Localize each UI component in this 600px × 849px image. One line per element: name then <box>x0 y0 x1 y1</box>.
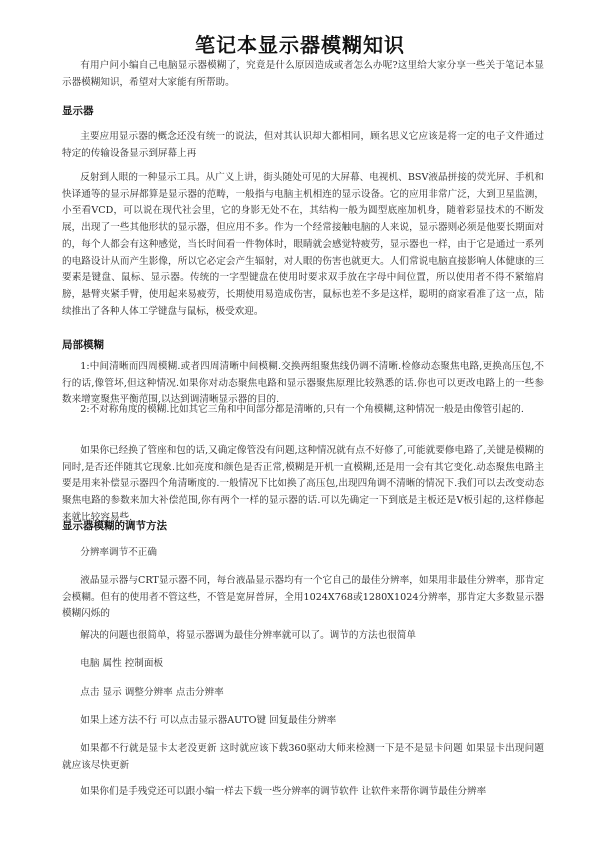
adjust-line-5: 如果上述方法不行 可以点击显示器AUTO键 回复最佳分辨率 <box>80 715 337 726</box>
display-paragraph-1: 主要应用显示器的概念还没有统一的说法，但对其认识却大都相同，顾名思义它应该是将一定的电子文件通过特定的传输设备显示到屏幕上再 <box>62 131 544 159</box>
local-blur-paragraph-1: 1:中间清晰而四周模糊.或者四周清晰中间模糊.交换两组聚焦线仍调不清晰.检修动态聚焦电路,更换高压包,不行的话,像管坏,但这种情况.如果你对动态聚焦电路和显示器聚焦原理比较熟悉的话.你也可以更改电路上的一些参数来增宽聚焦平衡范围,以达到调清晰显示器的目的. <box>62 361 544 406</box>
adjust-line-6: 如果你们是手残党还可以跟小编一样去下载一些分辨率的调节软件 让软件来帮你调节最佳分辨率 <box>80 786 487 797</box>
section-heading-local-blur: 局部模糊 <box>62 339 104 351</box>
display-paragraph-2: 反射到人眼的一种显示工具。从广义上讲，街头随处可见的大屏幕、电视机、BSV液晶拼接的荧光屏、手机和快译通等的显示屏都算是显示器的范畴，一般指与电脑主机相连的显示设备。它的应用非常广泛，大到卫星监测，小至看VCD，可以说在现代社会里，它的身影无处不在，其结构一般为圆型底座加机身，随着彩显技术的不断发展，出现了一些其他形状的显示器，但应用不多。作为一个经常接触电脑的人来说，显示器则必须是他要长期面对的，每个人都会有这种感觉，当长时间看一件物体时，眼睛就会感觉特疲劳，显示器也一样，由于它是通过一系列的电路设计从而产生影像，所以它必定会产生辐射，对人眼的伤害也就更大。人们常说电脑直接影响人体健康的三要素是键盘、鼠标、显示器。传统的一字型键盘在使用时要求双手放在字母中间位置，所以使用者不得不紧缩肩膀，悬臂夹紧手臂，使用起来易疲劳，长期使用易造成伤害，鼠标也差不多是这样，聪明的商家看准了这一点，陆续推出了各种人体工学键盘与鼠标，极受欢迎。 <box>62 172 544 317</box>
adjust-paragraph-1: 液晶显示器与CRT显示器不同，每台液晶显示器均有一个它自己的最佳分辨率，如果用非最佳分辨率，那肯定会模糊。但有的使用者不管这些，不管是宽屏普屏，全用1024X768或1280X1024分辨率，那肯定大多数显示器模糊闪烁的 <box>62 575 544 620</box>
local-blur-paragraph-2: 2:不对称角度的模糊.比如其它三角和中间部分都是清晰的,只有一个角模糊,这种情况一般是由像管引起的. <box>80 404 524 415</box>
adjust-paragraph-2: 如果都不行就是显卡太老没更新 这时就应该下载360驱动大师来检测一下是不是显卡问题 如果显卡出现问题就应该尽快更新 <box>62 743 544 771</box>
local-blur-paragraph-3: 如果你已经换了管座和包的话,又确定像管没有问题,这种情况就有点不好修了,可能就要修电路了,关键是模糊的同时,是否还伴随其它现象.比如亮度和颜色是否正常,模糊是开机一直模糊,还是用一会有其它变化.动态聚焦电路主要是用来补偿显示器四个角清晰度的.一般情况下比如换了高压包,出现四角调不清晰的情况下.我们可以去改变动态聚焦电路的参数来加大补偿范围,你有两个一样的显示器的话.可以先确定一下到底是主板还是V板引起的,这样修起来就比较容易些. <box>62 445 544 523</box>
document-title: 笔记本显示器模糊知识 <box>195 33 405 58</box>
adjust-line-3: 电脑 属性 控制面板 <box>80 658 164 669</box>
adjust-line-4: 点击 显示 调整分辨率 点击分辨率 <box>80 687 224 698</box>
intro-paragraph: 有用户问小编自己电脑显示器模糊了，究竟是什么原因造成或者怎么办呢?这里给大家分享一些关于笔记本显示器模糊知识，希望对大家能有所帮助。 <box>62 60 544 88</box>
adjust-line-1: 分辨率调节不正确 <box>80 547 157 558</box>
section-heading-display: 显示器 <box>62 105 94 117</box>
section-heading-adjust: 显示器模糊的调节方法 <box>62 520 167 532</box>
adjust-line-2: 解决的问题也很简单，将显示器调为最佳分辨率就可以了。调节的方法也很简单 <box>80 630 417 641</box>
